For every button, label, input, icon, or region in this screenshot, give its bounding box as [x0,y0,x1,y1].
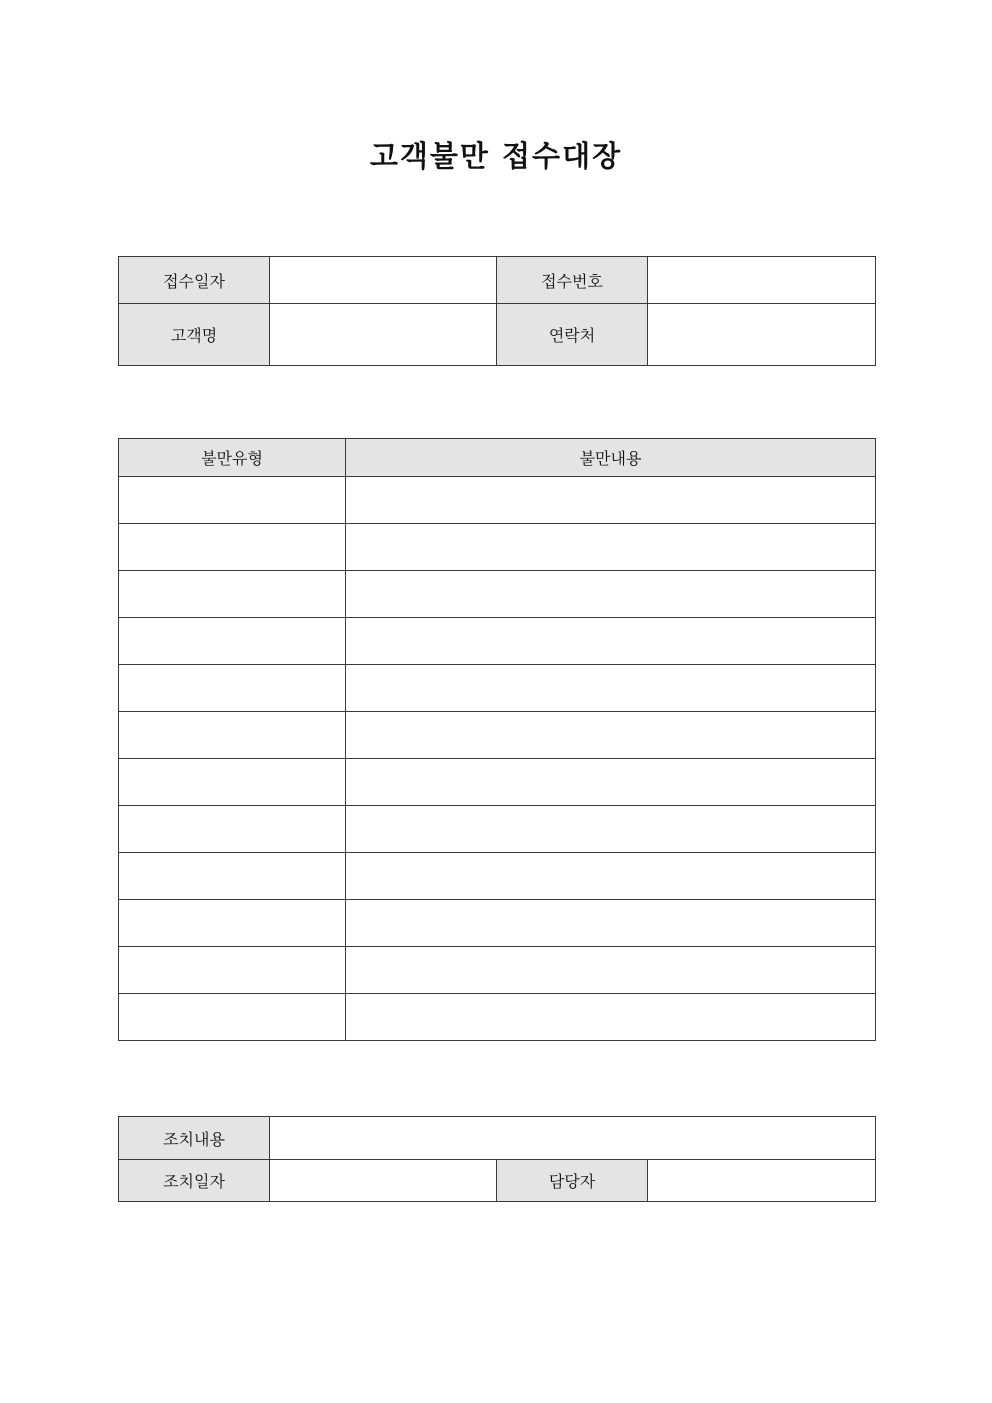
complaint-content-cell[interactable] [346,994,876,1041]
action-table [118,1116,876,1202]
complaint-content-cell[interactable] [346,759,876,806]
customer-name-label: 고객명 [119,304,270,366]
complaint-content-cell[interactable] [346,900,876,947]
table-row [119,257,876,304]
complaint-type-cell[interactable] [119,524,346,571]
table-row [119,947,876,994]
action-date-field[interactable] [270,1160,497,1202]
table-row [119,665,876,712]
complaint-type-header: 불만유형 [119,439,346,477]
complaint-content-cell[interactable] [346,618,876,665]
table-row [119,571,876,618]
complaint-content-cell[interactable] [346,665,876,712]
action-content-field[interactable] [270,1117,876,1160]
receipt-number-label: 접수번호 [497,257,648,304]
page-title: 고객불만 접수대장 [369,139,623,173]
complaint-type-cell[interactable] [119,571,346,618]
person-in-charge-field[interactable] [648,1160,876,1202]
complaint-content-header: 불만내용 [346,439,876,477]
table-row [119,304,876,366]
complaint-content-cell[interactable] [346,524,876,571]
table-row [119,853,876,900]
complaint-type-cell[interactable] [119,900,346,947]
customer-name-field[interactable] [270,304,497,366]
contact-field[interactable] [648,304,876,366]
complaint-content-cell[interactable] [346,853,876,900]
table-row [119,524,876,571]
complaint-type-cell[interactable] [119,759,346,806]
complaint-type-cell[interactable] [119,947,346,994]
contact-label: 연락처 [497,304,648,366]
person-in-charge-label: 담당자 [497,1160,648,1202]
table-row [119,618,876,665]
complaint-type-cell[interactable] [119,994,346,1041]
complaint-content-cell[interactable] [346,477,876,524]
table-row [119,1160,876,1202]
complaint-table [118,438,876,1041]
receipt-date-field[interactable] [270,257,497,304]
complaint-type-cell[interactable] [119,806,346,853]
complaint-content-cell[interactable] [346,571,876,618]
customer-info-table [118,256,876,366]
complaint-type-cell[interactable] [119,477,346,524]
action-content-label: 조치내용 [119,1117,270,1160]
complaint-type-cell[interactable] [119,618,346,665]
complaint-type-cell[interactable] [119,665,346,712]
receipt-date-label: 접수일자 [119,257,270,304]
table-row [119,806,876,853]
table-row [119,712,876,759]
table-header-row [119,439,876,477]
complaint-content-cell[interactable] [346,806,876,853]
action-date-label: 조치일자 [119,1160,270,1202]
complaint-content-cell[interactable] [346,712,876,759]
complaint-content-cell[interactable] [346,947,876,994]
receipt-number-field[interactable] [648,257,876,304]
complaint-type-cell[interactable] [119,853,346,900]
complaint-type-cell[interactable] [119,712,346,759]
table-row [119,477,876,524]
table-row [119,1117,876,1160]
table-row [119,994,876,1041]
table-row [119,900,876,947]
table-row [119,759,876,806]
